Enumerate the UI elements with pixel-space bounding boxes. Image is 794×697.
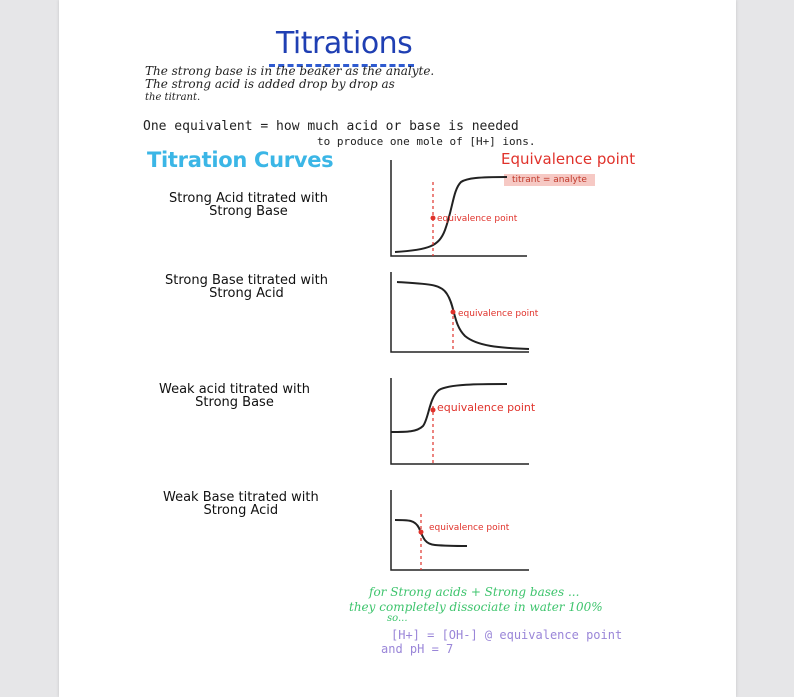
curve-3-label-line-2: Strong Base xyxy=(195,395,274,410)
curve-2-eq-label: equivalence point xyxy=(458,309,539,319)
equivalence-subnote: titrant = analyte xyxy=(504,174,595,186)
intro-line-2: The strong acid is added drop by drop as xyxy=(145,77,395,91)
curve-4-eq-dot xyxy=(419,530,424,535)
curve-1-label xyxy=(169,192,328,218)
purple-note-line-1: [H+] = [OH-] @ equivalence point xyxy=(391,628,623,642)
curve-3-label-line-1: Weak acid titrated with xyxy=(159,382,311,397)
curve-4-plot xyxy=(389,490,549,575)
purple-note-line-2: and pH = 7 xyxy=(381,642,454,656)
intro-line-3: the titrant. xyxy=(145,92,201,103)
curve-1-eq-dot xyxy=(431,216,436,221)
curve-3-eq-label: equivalence point xyxy=(437,401,536,414)
curve-3-axes xyxy=(391,378,529,464)
curve-1-axes xyxy=(391,160,527,256)
curve-1-label-line-1: Strong Acid titrated with xyxy=(169,191,328,206)
curve-4-label-line-2: Strong Acid xyxy=(203,503,279,518)
intro-line-1: The strong base is in the beaker as the analyte. xyxy=(145,64,435,78)
curve-3-eq-dot xyxy=(431,408,436,413)
notes-page xyxy=(59,0,736,697)
curve-4-label xyxy=(163,491,319,517)
curve-1-label-line-2: Strong Base xyxy=(209,204,288,219)
curve-3-label xyxy=(159,383,310,409)
curve-1-eq-label: equivalence point xyxy=(437,214,518,224)
curves-heading: Titration Curves xyxy=(147,148,334,172)
curve-2-plot xyxy=(389,272,539,357)
curve-4-eq-label: equivalence point xyxy=(429,523,510,533)
equivalence-heading: Equivalence point xyxy=(501,150,636,168)
curve-2-label-line-2: Strong Acid xyxy=(209,286,284,301)
curve-1-plot xyxy=(389,160,529,260)
definition-line-2: to produce one mole of [H+] ions. xyxy=(317,135,536,148)
curve-2-eq-dot xyxy=(451,310,456,315)
curve-2-label-line-1: Strong Base titrated with xyxy=(165,273,328,288)
curve-4-label-line-1: Weak Base titrated with xyxy=(163,490,319,505)
curve-3-plot xyxy=(389,378,589,468)
curve-2-label xyxy=(165,274,328,300)
green-note-line-1: for Strong acids + Strong bases ... xyxy=(369,585,580,599)
green-note-line-3: so... xyxy=(387,613,408,624)
definition-line-1: One equivalent = how much acid or base is needed xyxy=(143,119,519,134)
green-note-line-2: they completely dissociate in water 100% xyxy=(349,600,603,614)
page-title: Titrations xyxy=(276,26,413,61)
